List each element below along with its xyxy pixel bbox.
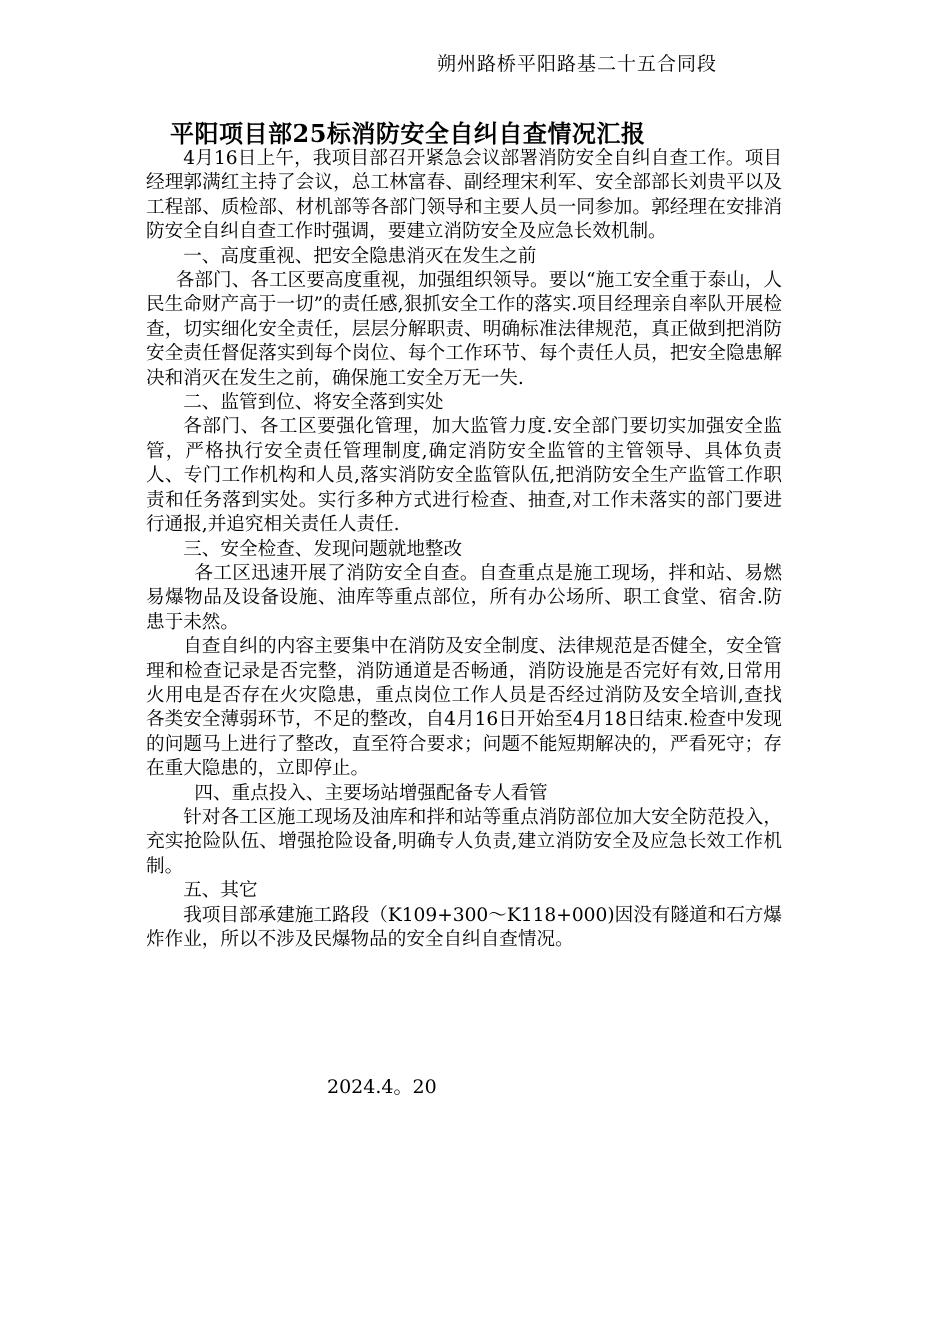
section-3-heading: 三、安全检查、发现问题就地整改 [183, 538, 463, 560]
section-1-heading: 一、高度重视、把安全隐患消灭在发生之前 [183, 245, 537, 267]
section-1-paragraph: 各部门、各工区要高度重视，加强组织领导。要以“施工安全重于泰山，人民生命财产高于一切”的责任感,狠抓安全工作的落实.项目经理亲自率队开展检查，切实细化安全责任，层层分解职责、明确标准法律规范，真正做到把消防安全责任督促落实到每个岗位、每个工作环节、每个责任人员，把安全隐患解决和消灭在发生之前，确保施工安全万无一失. [146, 270, 782, 389]
header-company: 朔州路桥平阳路基二十五合同段 [437, 53, 718, 75]
intro-paragraph: 4月16日上午，我项目部召开紧急会议部署消防安全自纠自查工作。项目经理郭满红主持了会议，总工林富春、副经理宋利军、安全部部长刘贵平以及工程部、质检部、材机部等各部门领导和主要人员一同参加。郭经理在安排消防安全自纠自查工作时强调，要建立消防安全及应急长效机制。 [146, 148, 782, 243]
section-5-paragraph: 我项目部承建施工路段（K109+300～K118+000)因没有隧道和石方爆炸作业，所以不涉及民爆物品的安全自纠自查情况。 [146, 904, 782, 950]
section-5-heading: 五、其它 [183, 880, 258, 902]
section-2-paragraph: 各部门、各工区要强化管理，加大监管力度.安全部门要切实加强安全监管，严格执行安全责任管理制度,确定消防安全监管的主管领导、具体负责人、专门工作机构和人员,落实消防安全监管队伍,把消防安全生产监管工作职责和任务落到实处。实行多种方式进行检查、抽查,对工作未落实的部门要进行通报,并追究相关责任人责任. [146, 416, 782, 536]
document-date: 2024.4。20 [327, 1076, 437, 1098]
document-body [146, 147, 782, 952]
section-2-heading: 二、监管到位、将安全落到实处 [183, 392, 444, 414]
section-3-paragraph-2: 自查自纠的内容主要集中在消防及安全制度、法律规范是否健全，安全管理和检查记录是否完整，消防通道是否畅通，消防设施是否完好有效,日常用火用电是否存在火灾隐患，重点岗位工作人员是否经过消防及安全培训,查找各类安全薄弱环节，不足的整改，自4月16日开始至4月18日结束.检查中发现的问题马上进行了整改，直至符合要求；问题不能短期解决的，严看死守；存在重大隐患的，立即停止。 [146, 636, 782, 780]
section-4-heading: 四、重点投入、主要场站增强配备专人看管 [194, 782, 548, 804]
section-3-paragraph-1: 各工区迅速开展了消防安全自查。自查重点是施工现场，拌和站、易燃易爆物品及设备设施、油库等重点部位，所有办公场所、职工食堂、宿舍.防患于未然。 [146, 562, 782, 633]
document-title: 平阳项目部25标消防安全自纠自查情况汇报 [170, 119, 646, 148]
section-4-paragraph: 针对各工区施工现场及油库和拌和站等重点消防部位加大安全防范投入，充实抢险队伍、增强抢险设备,明确专人负责,建立消防安全及应急长效工作机制。 [146, 806, 782, 877]
